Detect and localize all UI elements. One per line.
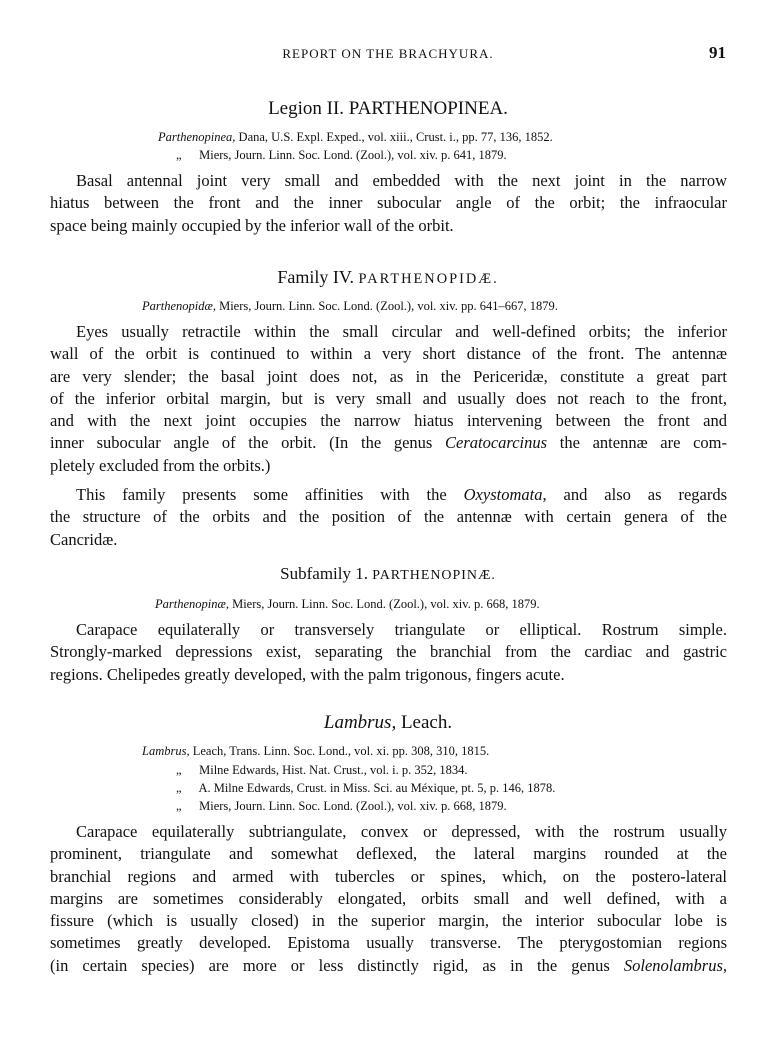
text-run: the antennæ are com- [559,433,727,453]
ref-text: Miers, Journ. Linn. Soc. Lond. (Zool.), vol. xiv. p. 668, 1879. [199,799,507,813]
ref-taxon: Parthenopinæ, [155,597,229,611]
text-run: inner subocular angle of the orbit. (In the genus [50,433,433,453]
legion-ref-1 [158,130,553,145]
ditto-mark: „ [176,148,182,162]
text-line: the structure of the orbits and the position of the antennæ with certain genera of the [50,507,727,527]
text-line: wall of the orbit is continued to within a very short distance of the front. The antennæ [50,344,727,364]
genus-name: Solenolambrus, [623,955,728,975]
subfamily-ref [155,597,540,612]
genus-paragraph [50,821,727,977]
text-line: Carapace equilaterally subtriangulate, convex or depressed, with the rostrum usually [76,822,727,841]
ref-text: Dana, U.S. Expl. Exped., vol. xiii., Crust. i., pp. 77, 136, 1852. [238,130,553,144]
text-line: Strongly-marked depressions exist, separating the branchial from the cardiac and gastric [50,642,727,662]
family-heading-name: PARTHENOPIDÆ. [358,271,499,287]
text-run: and also as regards [563,485,728,504]
text-line [50,432,727,454]
family-paragraph-1 [50,321,727,477]
subfamily-heading-prefix: Subfamily 1. [280,564,369,583]
text-line: regions. Chelipedes greatly developed, with the palm trigonous, fingers acute. [50,664,565,684]
ref-text: Milne Edwards, Hist. Nat. Crust., vol. i. p. 352, 1834. [199,763,468,777]
ref-text: Miers, Journ. Linn. Soc. Lond. (Zool.), vol. xiv. pp. 641–667, 1879. [219,299,558,313]
text-line: and with the next joint occupies the narrow hiatus intervening between the front and [50,411,727,431]
family-paragraph-2 [50,484,727,551]
running-head: REPORT ON THE BRACHYURA. [282,46,494,61]
family-ref [142,299,558,314]
text-line: of the inferior orbital margin, but is very small and usually does not reach to the front, [50,388,727,408]
text-run: This family presents some affinities with the [76,485,447,504]
text-line: sometimes greatly developed. Epistoma usually transverse. The pterygostomian regions [50,933,727,953]
taxon-name: Oxystomata, [463,485,547,504]
ref-text: A. Milne Edwards, Crust. in Miss. Sci. au Méxique, pt. 5, p. 146, 1878. [198,781,556,795]
text-run: (in certain species) are more or less distinctly rigid, as in the genus [50,955,610,975]
text-line: Cancridæ. [50,529,118,549]
text-line: branchial regions and armed with tubercles or spines, which, on the postero-lateral [50,866,727,886]
ref-text: Leach, Trans. Linn. Soc. Lond., vol. xi. pp. 308, 310, 1815. [192,744,490,758]
ref-taxon: Parthenopinea, [158,130,236,144]
genus-ref-1 [142,744,489,759]
text-line: space being mainly occupied by the inferior wall of the orbit. [50,215,454,235]
text-line: Basal antennal joint very small and embedded with the next joint in the narrow [76,171,727,190]
text-line [50,955,727,977]
family-heading [0,267,776,288]
ditto-mark: „ [176,781,182,795]
ref-text: Miers, Journ. Linn. Soc. Lond. (Zool.), vol. xiv. p. 641, 1879. [199,148,507,162]
subfamily-heading [0,564,776,584]
legion-paragraph [50,170,727,237]
subfamily-paragraph [50,619,727,686]
genus-ref-3 [176,781,555,796]
ref-taxon: Parthenopidæ, [142,299,216,313]
text-line: fissure (which is usually closed) in the superior margin, the interior subocular lobe is [50,911,727,931]
text-line: margins are sometimes considerably elongated, orbits small and well defined, with a [50,888,727,908]
legion-ref-2 [176,148,507,163]
ref-taxon: Lambrus, [142,744,190,758]
text-line: Carapace equilaterally or transversely triangulate or elliptical. Rostrum simple. [76,620,727,639]
text-line: Eyes usually retractile within the small circular and well-defined orbits; the inferior [76,322,727,341]
genus-heading [0,712,776,734]
page-number: 91 [709,43,726,62]
ditto-mark: „ [176,763,182,777]
text-line [50,484,727,506]
text-line: pletely excluded from the orbits.) [50,455,271,475]
genus-heading-name: Lambrus, [323,712,397,733]
genus-ref-4 [176,799,507,814]
genus-heading-author: Leach. [400,712,453,733]
text-line: hiatus between the front and the inner subocular angle of the orbit; the infraocular [50,193,727,213]
text-line: are very slender; the basal joint does not, as in the Periceridæ, constitute a great part [50,366,727,386]
genus-ref-2 [176,763,468,778]
ref-text: Miers, Journ. Linn. Soc. Lond. (Zool.), vol. xiv. p. 668, 1879. [232,597,540,611]
subfamily-heading-name: PARTHENOPINÆ. [372,568,496,583]
family-heading-prefix: Family IV. [277,267,355,287]
legion-heading: Legion II. PARTHENOPINEA. [268,98,508,119]
text-line: prominent, triangulate and somewhat deflexed, the lateral margins rounded at the [50,844,727,864]
genus-name: Ceratocarcinus [445,433,548,453]
ditto-mark: „ [176,799,182,813]
